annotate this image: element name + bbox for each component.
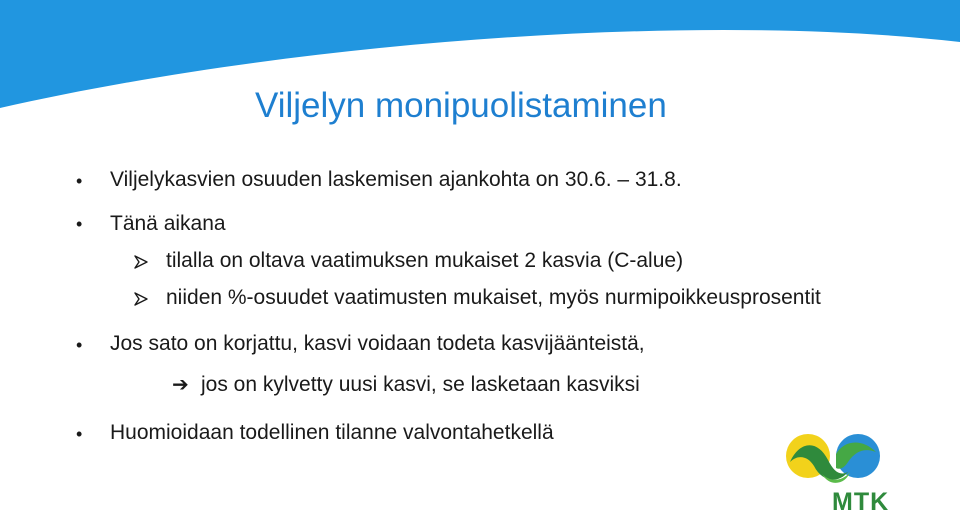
sub-bullet-text: niiden %-osuudet vaatimusten mukaiset, myös nurmipoikkeusprosentit [166, 286, 821, 309]
arrow-text: jos on kylvetty uusi kasvi, se lasketaan kasviksi [201, 373, 640, 396]
bullet-text: Jos sato on korjattu, kasvi voidaan todeta kasvijäänteistä, [110, 332, 645, 355]
slide-title: Viljelyn monipuolistaminen [255, 86, 667, 125]
bullet-text: Tänä aikana [110, 212, 226, 235]
arrowhead-bullet-icon [134, 292, 148, 306]
arrowhead-bullet-icon [134, 255, 148, 269]
sub-bullet-text: tilalla on oltava vaatimuksen mukaiset 2 kasvia (C-alue) [166, 249, 684, 272]
bullet-dot: • [76, 335, 83, 355]
arrow-right-icon: ➔ [172, 374, 189, 396]
bullet-text: Huomioidaan todellinen tilanne valvontahetkellä [110, 421, 554, 444]
mtk-logo-text: MTK [832, 488, 890, 516]
bullet-dot: • [76, 424, 83, 444]
bullet-dot: • [76, 214, 83, 234]
bullet-text: Viljelykasvien osuuden laskemisen ajankohta on 30.6. – 31.8. [110, 168, 682, 191]
bullet-dot: • [76, 171, 83, 191]
